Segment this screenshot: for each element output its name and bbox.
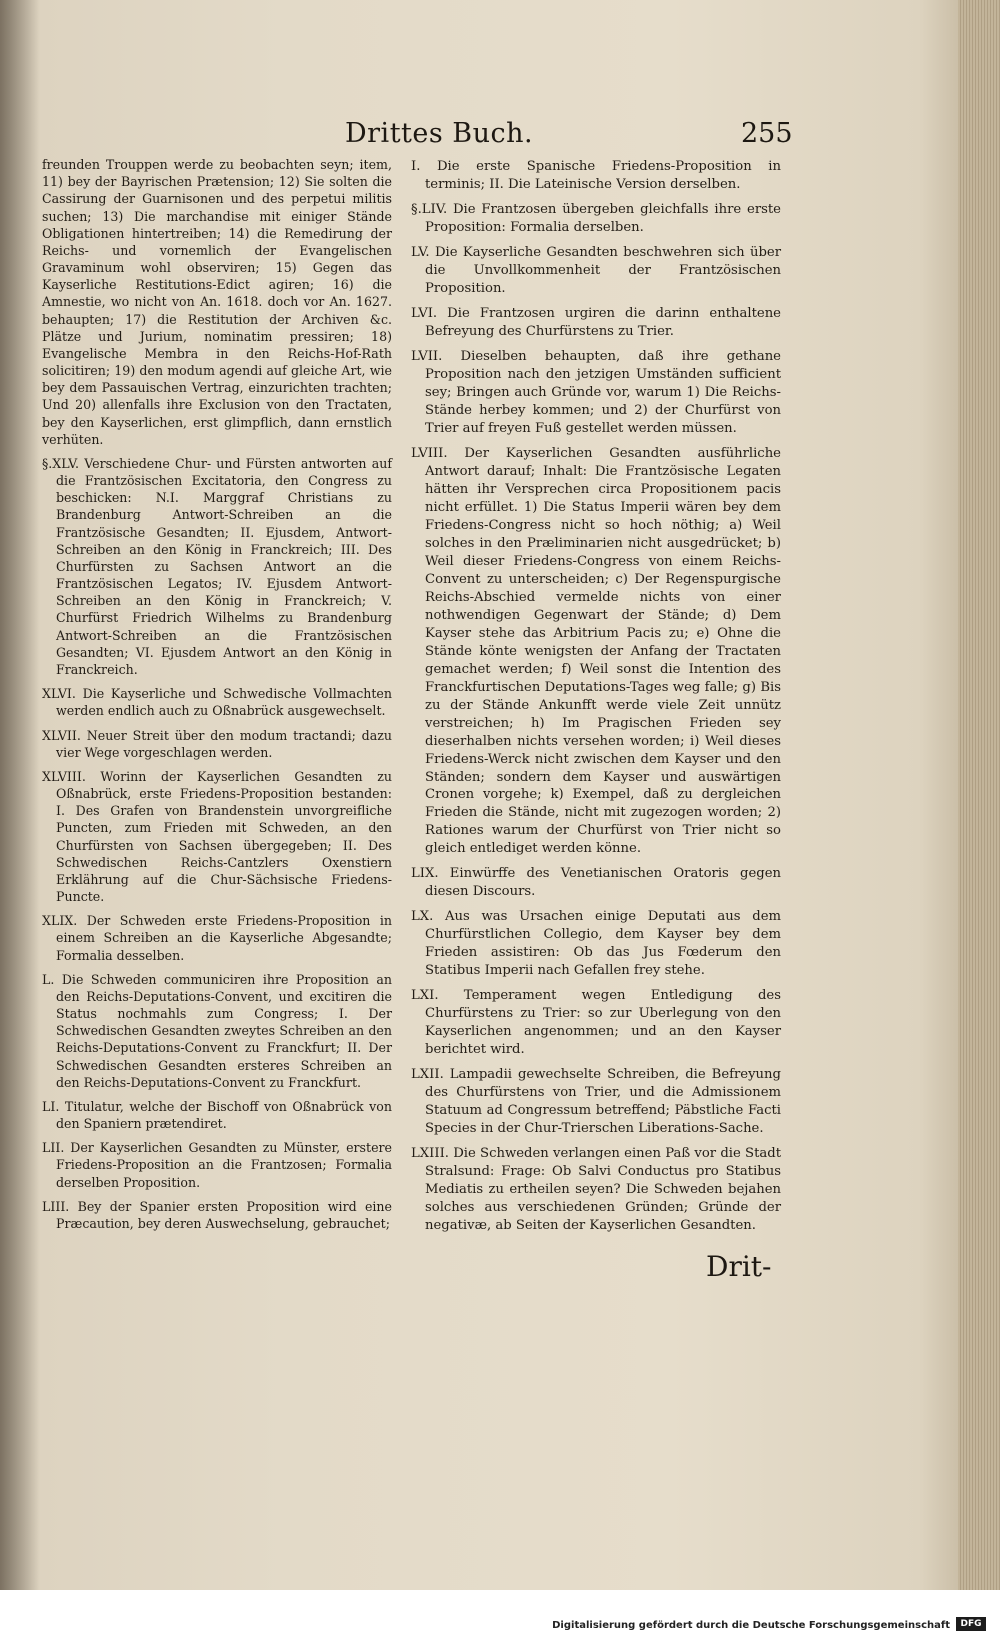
catchword: Drit-: [706, 1250, 772, 1283]
right-entry: LVIII. Der Kayserlichen Gesandten ausführliche Antwort darauf; Inhalt: Die Frantzösische Legaten hätten ihr Versprechen circa Propositionem pacis nicht erfüllet. 1) Die Status Imperii wären bey dem Friedens-Congress nicht so hoch nöthig; a) Weil solches in den Præliminarien nicht ausgedrücket; b) Weil dieser Friedens-Congress von einem Reichs-Convent zu unterscheiden; c) Der Regenspurgische Reichs-Abschied vermelde nichts von einer nothwendigen Gegenwart der Stände; d) Dem Kayser stehe das Arbitrium Pacis zu; e) Ohne die Stände könte wenigsten der Anfang der Tractaten gemachet werden; f) Weil sonst die Intention des Franckfurtischen Deputations-Tages weg falle; g) Bis zu der Stände Ankunfft werde viele Zeit unnütz verstreichen; h) Im Pragischen Frieden sey dieserhalben nichts versehen worden; i) Weil dieses Friedens-Werck nicht zwischen dem Kayser und den Ständen; sondern dem Kayser und auswärtigen Cronen vorgehe; k) Exempel, daß zu dergleichen Frieden die Stände, nicht mit zugezogen worden; 2) Rationes warum der Churfürst von Trier nicht so gleich entlediget werden könne.: [411, 445, 781, 857]
right-entry: I. Die erste Spanische Friedens-Proposition in terminis; II. Die Lateinische Version derselben.: [411, 159, 781, 192]
left-entry: L. Die Schweden communiciren ihre Proposition an den Reichs-Deputations-Convent, und excitiren die Status nochmahls zum Congress; I. Der Schwedischen Gesandten zweytes Schreiben an den Reichs-Deputations-Convent zu Franckfurt; II. Der Schwedischen Gesandten ersteres Schreiben an den Reichs-Deputations-Convent zu Franckfurt.: [42, 971, 392, 1090]
right-column: [411, 158, 781, 1242]
digitization-credit: Digitalisierung gefördert durch die Deutsche Forschungsgemeinschaft: [552, 1620, 950, 1631]
dfg-logo-icon: DFG: [956, 1617, 986, 1631]
left-entry: XLVI. Die Kayserliche und Schwedische Vollmachten werden endlich auch zu Oßnabrück ausgewechselt.: [42, 686, 392, 719]
left-entry: freunden Trouppen werde zu beobachten seyn; item, 11) bey der Bayrischen Prætension; 12) Sie solten die Cassirung der Guarnisonen und des perpetui militis suchen; 13) Die marchandise mit einiger Stände Obligationen hintertreiben; 14) die Remedirung der Reichs- und vornemlich der Evangelischen Gravaminum wohl observiren; 15) Gegen das Kayserliche Restitutions-Edict agiren; 16) die Amnestie, wo nicht von An. 1618. doch vor An. 1627. behaupten; 17) die Restitution der Archiven &c. Plätze und Jurium, nominatim pressiren; 18) Evangelische Membra in den Reichs-Hof-Rath solicitiren; 19) den modum agendi auf gleiche Art, wie bey dem Passauischen Vertrag, einzurichten trachten; Und 20) allenfalls ihre Exclusion von den Tractaten, bey den Kayserlichen, erst glimpflich, dann ernstlich verhüten.: [42, 157, 392, 447]
left-entry: XLIX. Der Schweden erste Friedens-Proposition in einem Schreiben an die Kayserliche Abgesandte; Formalia desselben.: [42, 913, 392, 963]
right-entry: LXI. Temperament wegen Entledigung des Churfürstens zu Trier: so zur Uberlegung von den Kayserlichen angenommen; und an den Kayser berichtet wird.: [411, 988, 781, 1058]
right-entry: LVI. Die Frantzosen urgiren die darinn enthaltene Befreyung des Churfürstens zu Trier.: [411, 305, 781, 339]
page-gutter-shadow: [0, 0, 40, 1590]
left-column: [42, 156, 392, 1239]
left-entry: LIII. Bey der Spanier ersten Proposition wird eine Præcaution, bey deren Auswechselung, gebrauchet;: [42, 1198, 392, 1231]
left-entry: §.XLV. Verschiedene Chur- und Fürsten antworten auf die Frantzösischen Excitatoria, den Congress zu beschicken: N.I. Marggraf Christians zu Brandenburg Antwort-Schreiben an die Frantzösische Gesandten; II. Ejusdem, Antwort-Schreiben an den König in Franckreich; III. Des Churfürsten zu Sachsen Antwort an die Frantzösischen Legatos; IV. Ejusdem Antwort-Schreiben an den König in Franckreich; V. Churfürst Friedrich Wilhelms zu Brandenburg Antwort-Schreiben an die Frantzösischen Gesandten; VI. Ejusdem Antwort an den König in Franckreich.: [42, 455, 392, 677]
left-entry: LII. Der Kayserlichen Gesandten zu Münster, erstere Friedens-Proposition an die Frantzosen; Formalia derselben Proposition.: [42, 1140, 392, 1190]
left-entry: XLVIII. Worinn der Kayserlichen Gesandten zu Oßnabrück, erste Friedens-Proposition bestanden: I. Des Grafen von Brandenstein unvorgreifliche Puncten, zum Frieden mit Schweden, an den Churfürsten von Sachsen übergegeben; II. Des Schwedischen Reichs-Cantzlers Oxenstiern Erklährung auf die Chur-Sächsische Friedens-Puncte.: [42, 768, 392, 905]
running-title: Drittes Buch.: [345, 118, 534, 149]
right-entry: LXII. Lampadii gewechselte Schreiben, die Befreyung des Churfürstens von Trier, und die Admissionem Statuum ad Congressum betreffend; Päbstliche Facti Species in der Chur-Trierschen Liberations-Sache.: [411, 1067, 781, 1137]
page-edges: [958, 0, 1000, 1590]
right-entry: LIX. Einwürffe des Venetianischen Oratoris gegen diesen Discours.: [411, 866, 781, 900]
right-entry: LVII. Dieselben behaupten, daß ihre gethane Proposition nach den jetzigen Umständen sufficient sey; Bringen auch Gründe vor, warum 1) Die Reichs-Stände herbey kommen; und 2) der Churfürst von Trier auf freyen Fuß gestellet werden müssen.: [411, 348, 781, 436]
right-entry: LXIII. Die Schweden verlangen einen Paß vor die Stadt Stralsund: Frage: Ob Salvi Conductus pro Statibus Mediatis zu ertheilen seyen? Die Schweden bejahen solches aus verschiedenen Gründen; Gründe der negativæ, ab Seiten der Kayserlichen Gesandten.: [411, 1146, 781, 1234]
page-number: 255: [741, 118, 793, 149]
left-entry: XLVII. Neuer Streit über den modum tractandi; dazu vier Wege vorgeschlagen werden.: [42, 727, 392, 760]
right-entry: LV. Die Kayserliche Gesandten beschwehren sich über die Unvollkommenheit der Frantzösischen Proposition.: [411, 244, 781, 296]
right-entry: §.LIV. Die Frantzosen übergeben gleichfalls ihre erste Proposition: Formalia derselben.: [411, 201, 781, 235]
right-entry: LX. Aus was Ursachen einige Deputati aus dem Churfürstlichen Collegio, dem Kayser bey dem Frieden assistiren: Ob das Jus Fœderum den Statibus Imperii nach Gefallen frey stehe.: [411, 909, 781, 979]
left-entry: LI. Titulatur, welche der Bischoff von Oßnabrück von den Spaniern prætendiret.: [42, 1098, 392, 1132]
